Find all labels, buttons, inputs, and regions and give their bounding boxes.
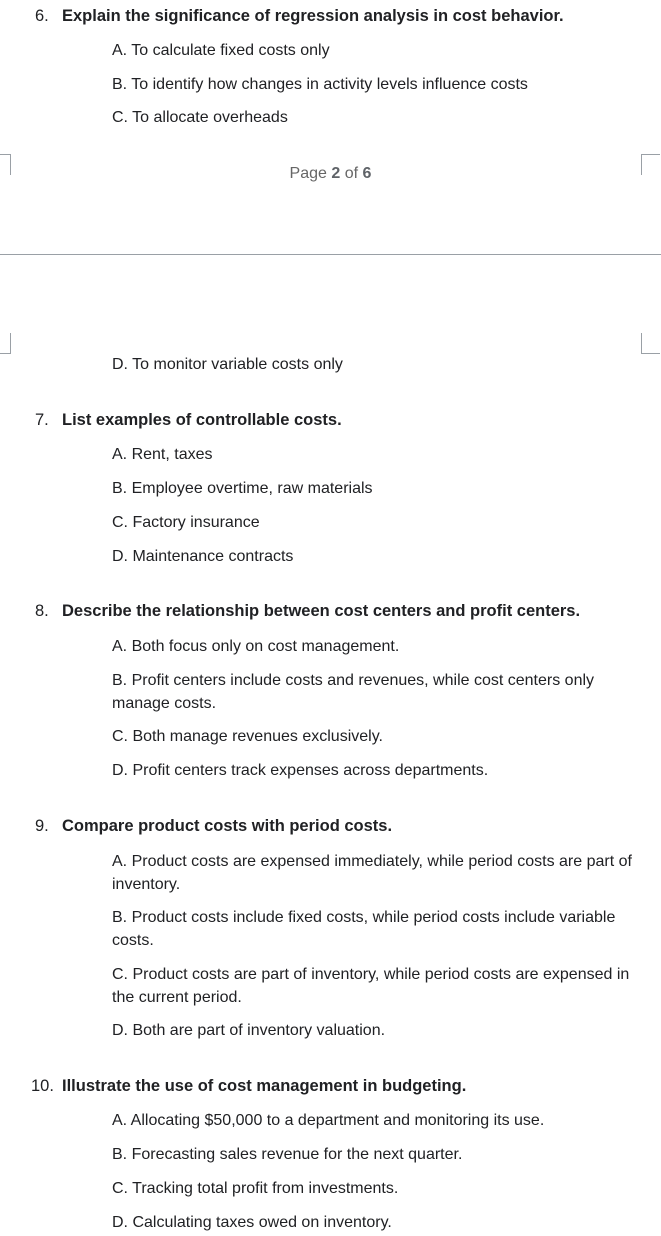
- answer-option: C. To allocate overheads: [112, 109, 288, 126]
- answer-option: C. Both manage revenues exclusively.: [112, 728, 383, 745]
- answer-option: B. Product costs include fixed costs, while period costs include variable costs.: [112, 909, 616, 949]
- total-pages: 6: [362, 165, 372, 182]
- answer-option: A. Allocating $50,000 to a department and monitoring its use.: [112, 1112, 545, 1129]
- answer-option: D. To monitor variable costs only: [112, 356, 343, 373]
- question-number: 9.: [35, 817, 49, 835]
- question-number: 8.: [35, 602, 49, 620]
- current-page: 2: [331, 165, 341, 182]
- page-corner-mark: [0, 333, 11, 354]
- page-indicator: [0, 165, 661, 183]
- question-text: Describe the relationship between cost centers and profit centers.: [62, 602, 581, 620]
- question-text: Explain the significance of regression analysis in cost behavior.: [62, 7, 564, 25]
- answer-option: A. Both focus only on cost management.: [112, 638, 400, 655]
- answer-option: C. Product costs are part of inventory, while period costs are expensed in the current period.: [112, 966, 630, 1006]
- answer-option: D. Calculating taxes owed on inventory.: [112, 1214, 392, 1231]
- answer-option: C. Tracking total profit from investments.: [112, 1180, 399, 1197]
- question-number: 6.: [35, 7, 49, 25]
- page-divider: [0, 254, 661, 255]
- answer-option: B. To identify how changes in activity levels influence costs: [112, 76, 528, 93]
- answer-option: D. Both are part of inventory valuation.: [112, 1022, 386, 1039]
- page-corner-mark: [641, 333, 660, 354]
- answer-option: B. Profit centers include costs and revenues, while cost centers only manage costs.: [112, 672, 595, 712]
- answer-option: D. Maintenance contracts: [112, 548, 294, 565]
- page-of-label: of: [344, 165, 359, 182]
- question-number: 7.: [35, 411, 49, 429]
- question-text: List examples of controllable costs.: [62, 411, 342, 429]
- question-text: Illustrate the use of cost management in budgeting.: [62, 1077, 467, 1095]
- question-text: Compare product costs with period costs.: [62, 817, 393, 835]
- answer-option: A. Product costs are expensed immediately, while period costs are part of inventory.: [112, 853, 632, 893]
- answer-option: B. Forecasting sales revenue for the next quarter.: [112, 1146, 463, 1163]
- answer-option: B. Employee overtime, raw materials: [112, 480, 373, 497]
- answer-option: A. To calculate fixed costs only: [112, 42, 330, 59]
- answer-option: D. Profit centers track expenses across departments.: [112, 762, 489, 779]
- page-label: Page: [289, 165, 327, 182]
- answer-option: C. Factory insurance: [112, 514, 260, 531]
- question-number: 10.: [31, 1077, 54, 1095]
- answer-option: A. Rent, taxes: [112, 446, 213, 463]
